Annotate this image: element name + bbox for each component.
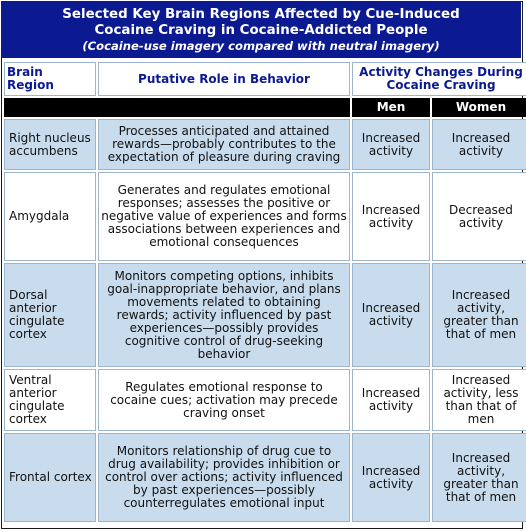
- row-region: Ventral anterior cingulate cortex: [4, 369, 96, 431]
- row-women: Increased activity, greater than that of men: [432, 263, 526, 367]
- row-men: Increased activity: [352, 433, 430, 522]
- row-role: Regulates emotional response to cocaine cues; activation may precede craving onset: [98, 369, 350, 431]
- title-line-3: (Cocaine-use imagery compared with neutral imagery): [82, 39, 440, 53]
- row-women: Increased activity, less than that of men: [432, 369, 526, 431]
- table-row: [4, 263, 526, 367]
- header-spacer: [4, 98, 350, 117]
- row-region: Frontal cortex: [4, 433, 96, 522]
- header-brain-region: Brain Region: [4, 62, 96, 96]
- table-row: [4, 172, 526, 261]
- row-role: Monitors relationship of drug cue to drug availability; provides inhibition or control over actions; activity influenced by past experiences—possibly counterregulates emotional input: [98, 433, 350, 522]
- header-women: Women: [432, 98, 526, 117]
- title-line-1: Selected Key Brain Regions Affected by Cue-Induced: [62, 7, 460, 22]
- row-region: Amygdala: [4, 172, 96, 261]
- header-men: Men: [352, 98, 430, 117]
- row-men: Increased activity: [352, 172, 430, 261]
- table-row: [4, 369, 526, 431]
- row-women: Increased activity, greater than that of men: [432, 433, 526, 522]
- row-women: Increased activity: [432, 119, 526, 170]
- row-men: Increased activity: [352, 263, 430, 367]
- header-activity-changes: Activity Changes During Cocaine Craving: [352, 62, 526, 96]
- header-putative-role: Putative Role in Behavior: [98, 62, 350, 96]
- row-role: Monitors competing options, inhibits goal-inappropriate behavior, and plans movements related to obtaining rewards; activity influenced by past experiences—possibly provides cognitive control of drug-seeking behavior: [98, 263, 350, 367]
- row-role: Processes anticipated and attained rewards—probably contributes to the expectation of pleasure during craving: [98, 119, 350, 170]
- row-men: Increased activity: [352, 369, 430, 431]
- table-row: [4, 433, 526, 522]
- row-region: Dorsal anterior cingulate cortex: [4, 263, 96, 367]
- row-women: Decreased activity: [432, 172, 526, 261]
- row-men: Increased activity: [352, 119, 430, 170]
- table-title: [1, 1, 521, 58]
- row-region: Right nucleus accumbens: [4, 119, 96, 170]
- brain-regions-table: [2, 60, 526, 524]
- row-role: Generates and regulates emotional responses; assesses the positive or negative value of experiences and forms associations between experiences and emotional consequences: [98, 172, 350, 261]
- title-line-2: Cocaine Craving in Cocaine-Addicted People: [94, 23, 428, 38]
- table-row: [4, 119, 526, 170]
